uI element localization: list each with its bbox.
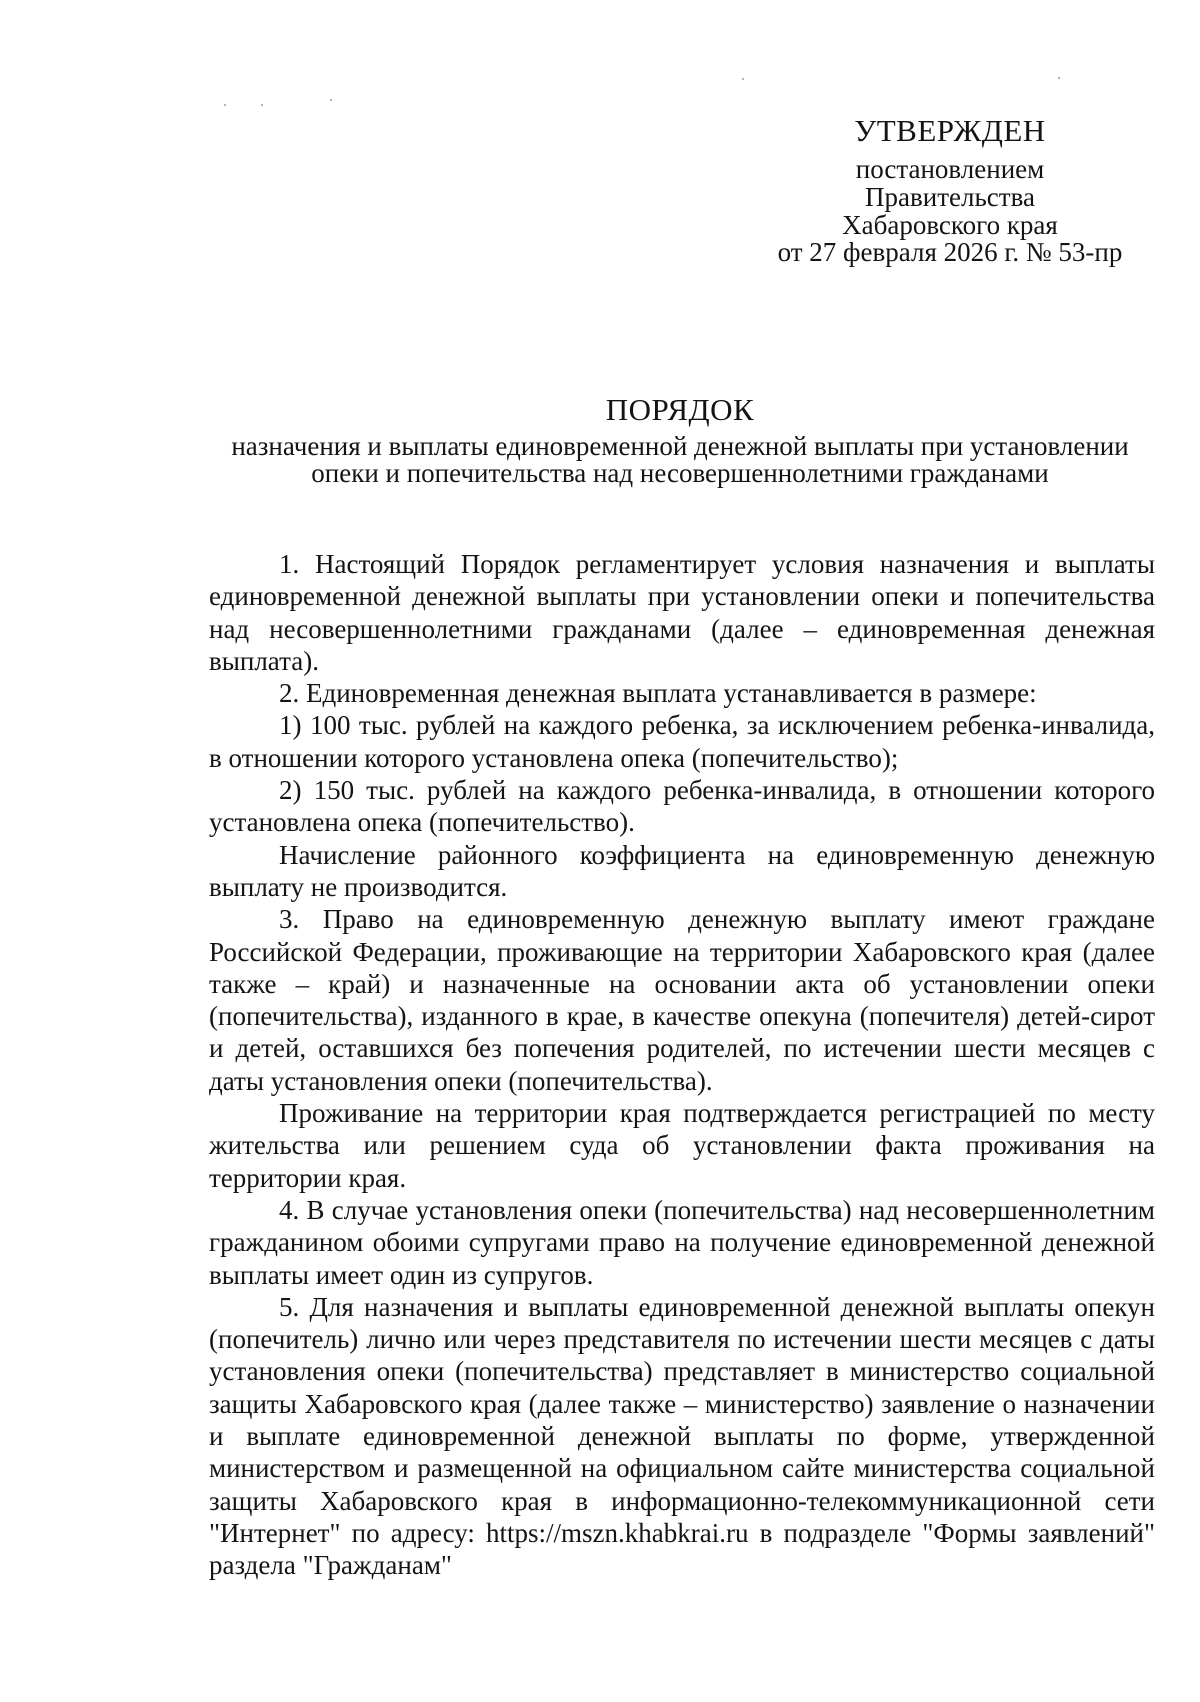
approval-line-2: Правительства xyxy=(865,182,1035,212)
approval-line-3: Хабаровского края xyxy=(842,210,1058,240)
paragraph-3-note: Проживание на территории края подтверждается регистрацией по месту жительства или решением суда об установлении факта проживания на территории края. xyxy=(209,1098,1155,1193)
paragraph-2-item-2: 2) 150 тыс. рублей на каждого ребенка-инвалида, в отношении которого установлена опека (попечительство). xyxy=(209,775,1155,838)
approval-heading: УТВЕРЖДЕН xyxy=(854,113,1046,148)
approval-line-1: постановлением xyxy=(855,154,1045,184)
paragraph-4: 4. В случае установления опеки (попечительства) над несовершеннолетним гражданином обоими супругами право на получение единовременной денежной выплаты имеет один из супругов. xyxy=(209,1194,1155,1290)
approval-block xyxy=(760,113,1140,149)
scan-speck xyxy=(224,104,226,106)
paragraph-2-note: Начисление районного коэффициента на единовременную денежную выплату не производится. xyxy=(209,839,1155,902)
paragraph-1: 1. Настоящий Порядок регламентирует условия назначения и выплаты единовременной денежной выплаты при установлении опеки и попечительства над несовершеннолетними гражданами (далее – единовременная денежная выплата). xyxy=(209,549,1155,676)
paragraph-2-item-1: 1) 100 тыс. рублей на каждого ребенка, за исключением ребенка-инвалида, в отношении которого установлена опека (попечительство); xyxy=(209,710,1155,773)
paragraph-5: 5. Для назначения и выплаты единовременной денежной выплаты опекун (попечитель) лично или через представителя по истечении шести месяцев с даты установления опеки (попечительства) представляет в министерство социальной защиты Хабаровского края (далее также – министерство) заявление о назначении и выплате единовременной денежной выплаты по форме, утвержденной министерством и размещенной на официальном сайте министерства социальной защиты Хабаровского края в информационно-телекоммуникационной сети "Интернет" по адресу: https://mszn.khabkrai.ru в подразделе "Формы заявлений" раздела "Гражданам" xyxy=(209,1291,1155,1581)
approval-lines xyxy=(760,155,1140,239)
approval-date: от 27 февраля 2026 г. № 53-пр xyxy=(777,237,1123,267)
approval-date-block xyxy=(740,238,1160,266)
document-subtitle-line-2: опеки и попечительства над несовершеннолетними гражданами xyxy=(311,458,1049,488)
document-subtitle-line-1: назначения и выплаты единовременной денежной выплаты при установлении xyxy=(231,431,1129,461)
scan-speck xyxy=(742,78,744,80)
scan-speck xyxy=(261,104,263,106)
document-body xyxy=(209,548,1155,1582)
scan-speck xyxy=(1058,77,1060,79)
paragraph-2: 2. Единовременная денежная выплата устанавливается в размере: xyxy=(279,678,1037,709)
paragraph-3: 3. Право на единовременную денежную выплату имеют граждане Российской Федерации, проживающие на территории Хабаровского края (далее также – край) и назначенные на основании акта об установлении опеки (попечительства), изданного в крае, в качестве опекуна (попечителя) детей-сирот и детей, оставшихся без попечения родителей, по истечении шести месяцев с даты установления опеки (попечительства). xyxy=(209,904,1155,1096)
document-title: ПОРЯДОК xyxy=(605,392,755,427)
scan-speck xyxy=(330,99,332,101)
